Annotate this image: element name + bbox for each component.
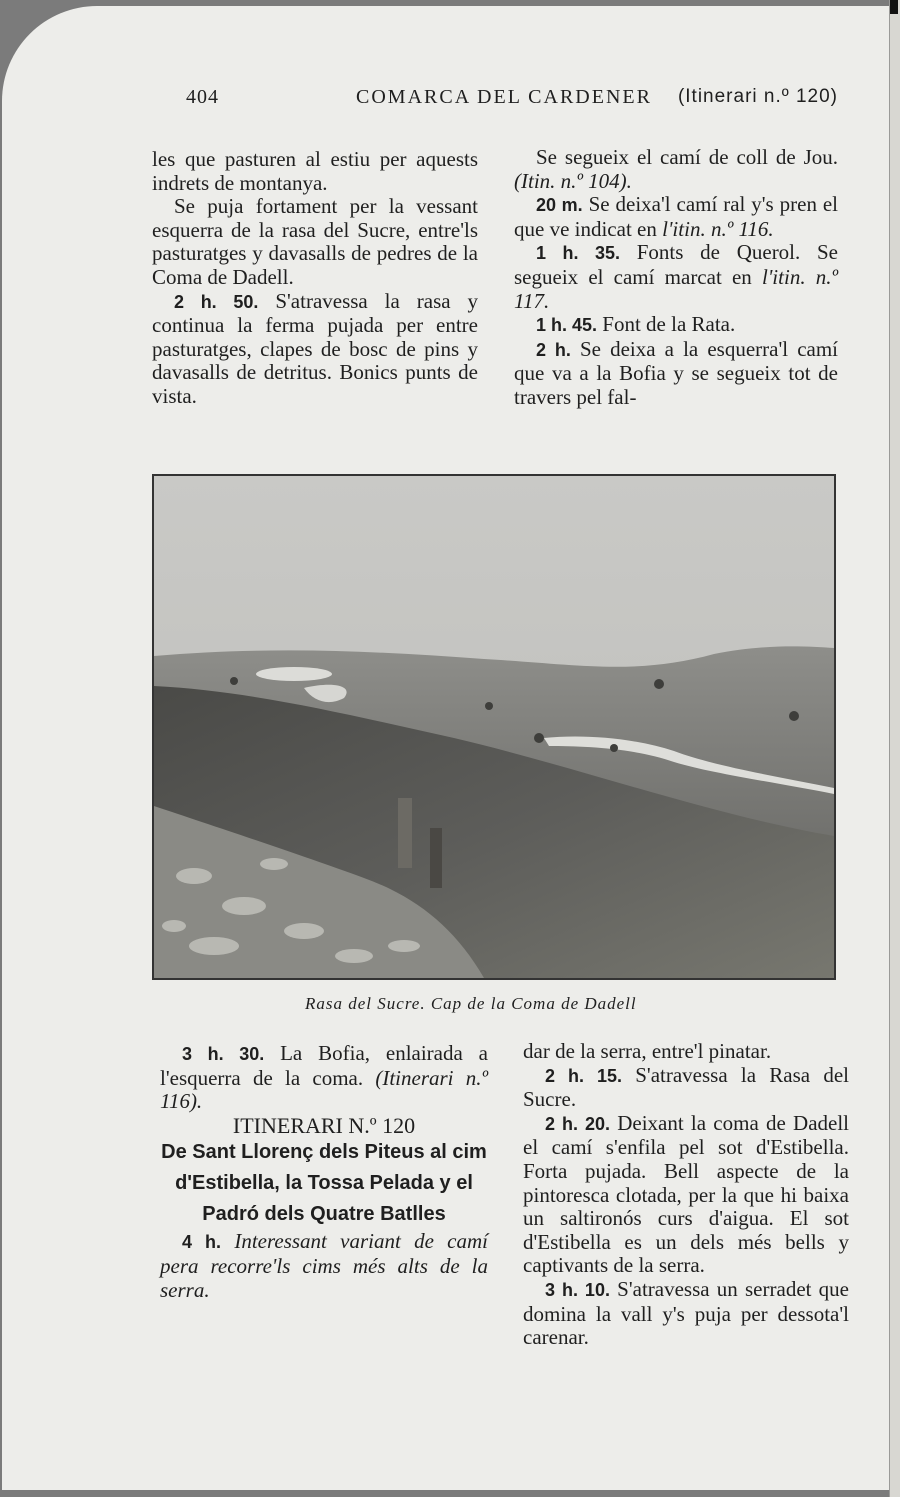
- paragraph-text: La Bofia, enlairada a l'esquerra de la coma.: [160, 1041, 488, 1090]
- page-number: 404: [186, 86, 219, 108]
- time-marker: 2 h. 20.: [545, 1113, 610, 1134]
- paragraph: [160, 1042, 488, 1114]
- itinerary-subtitle: De Sant Llorenç dels Piteus al cim d'Estibella, la Tossa Pelada y el Padró dels Quatre Batlles: [161, 1141, 487, 1226]
- time-marker: 1 h. 45.: [536, 315, 598, 336]
- top-right-column: [514, 146, 838, 410]
- page-header: [186, 86, 838, 116]
- itinerary-link-ref: l'itin. n.º 116.: [662, 216, 774, 241]
- bottom-left-column: [160, 1042, 488, 1302]
- boundary-stone: [398, 798, 412, 868]
- boundary-stone: [430, 828, 442, 888]
- time-marker: 20 m.: [536, 195, 583, 216]
- paragraph: [152, 290, 478, 409]
- time-marker: 4 h.: [182, 1232, 222, 1253]
- paragraph: [523, 1064, 849, 1112]
- running-title: COMARCA DEL CARDENER: [356, 86, 652, 108]
- paragraph-text: Fonts de Querol. Se segueix el camí marcat en: [514, 240, 839, 289]
- paragraph: [523, 1278, 849, 1350]
- paragraph: [514, 313, 838, 338]
- itinerary-link-ref: (Itin. n.º 104).: [514, 168, 632, 193]
- paragraph: dar de la serra, entre'l pinatar.: [523, 1039, 772, 1063]
- paragraph: [523, 1112, 849, 1278]
- time-marker: 3 h. 10.: [545, 1279, 610, 1300]
- time-marker: 2 h.: [536, 339, 571, 360]
- landscape-photo-drawing: [154, 476, 834, 978]
- paragraph-text: S'atravessa la Rasa del Sucre.: [523, 1062, 849, 1112]
- paragraph: [160, 1230, 488, 1302]
- paragraph-text: Deixant la coma de Dadell el camí s'enfila pel sot d'Estibella. Forta pujada. Bell aspecte de la pintoresca clotada, per la que hi baixa un saltironós curs d'aigua. El sot d'Estibella es un dels més bells y captivants de la serra.: [523, 1110, 850, 1278]
- paragraph: [514, 193, 838, 241]
- paragraph-text: S'atravessa un serradet que domina la vall y's puja per dessota'l carenar.: [523, 1276, 849, 1350]
- itinerary-link-ref: (Itinerari n.º 116).: [160, 1065, 489, 1114]
- corner-mark: [890, 0, 898, 14]
- time-marker: 2 h. 15.: [545, 1065, 622, 1086]
- bottom-right-column: [523, 1040, 849, 1350]
- top-left-column: [152, 148, 478, 409]
- time-marker: 2 h. 50.: [174, 291, 259, 312]
- paragraph: [514, 241, 838, 313]
- itinerary-heading: ITINERARI N.º 120: [232, 1112, 416, 1138]
- paragraph-text: Interessant variant de camí pera recorre'ls cims més alts de la serra.: [160, 1229, 488, 1302]
- itinerary-reference: (Itinerari n.º 120): [677, 86, 838, 107]
- paragraph: les que pasturen al estiu per aquests indrets de montanya.: [152, 147, 478, 195]
- paragraph-text: Se deixa a la esquerra'l camí que va a la Bofia y se segueix tot de travers pel fal-: [514, 336, 838, 409]
- paragraph-text: S'atravessa la rasa y continua la ferma pujada per entre pasturatges, clapes de bosc de pins y davasalls de detritus. Bonics punts de vista.: [152, 288, 478, 408]
- paragraph: [514, 146, 838, 193]
- time-marker: 3 h. 30.: [182, 1044, 265, 1064]
- paragraph: [514, 338, 838, 410]
- itinerary-link-ref: l'itin. n.º 117.: [514, 264, 839, 313]
- photo-caption: Rasa del Sucre. Cap de la Coma de Dadell: [305, 994, 637, 1013]
- paragraph-text: Font de la Rata.: [602, 312, 736, 337]
- paragraph: Se puja fortament per la vessant esquerra de la rasa del Sucre, entre'ls pasturatges y davasalls de pedres de la Coma de Dadell.: [152, 194, 478, 289]
- snow-patch: [256, 667, 332, 681]
- time-marker: 1 h. 35.: [536, 243, 620, 264]
- landscape-photo: [152, 474, 836, 980]
- paragraph-text: Se segueix el camí de coll de Jou.: [536, 145, 838, 169]
- paragraph-text: Se deixa'l camí ral y's pren el que ve indicat en: [514, 192, 838, 241]
- page-edge-strip: [889, 0, 900, 1497]
